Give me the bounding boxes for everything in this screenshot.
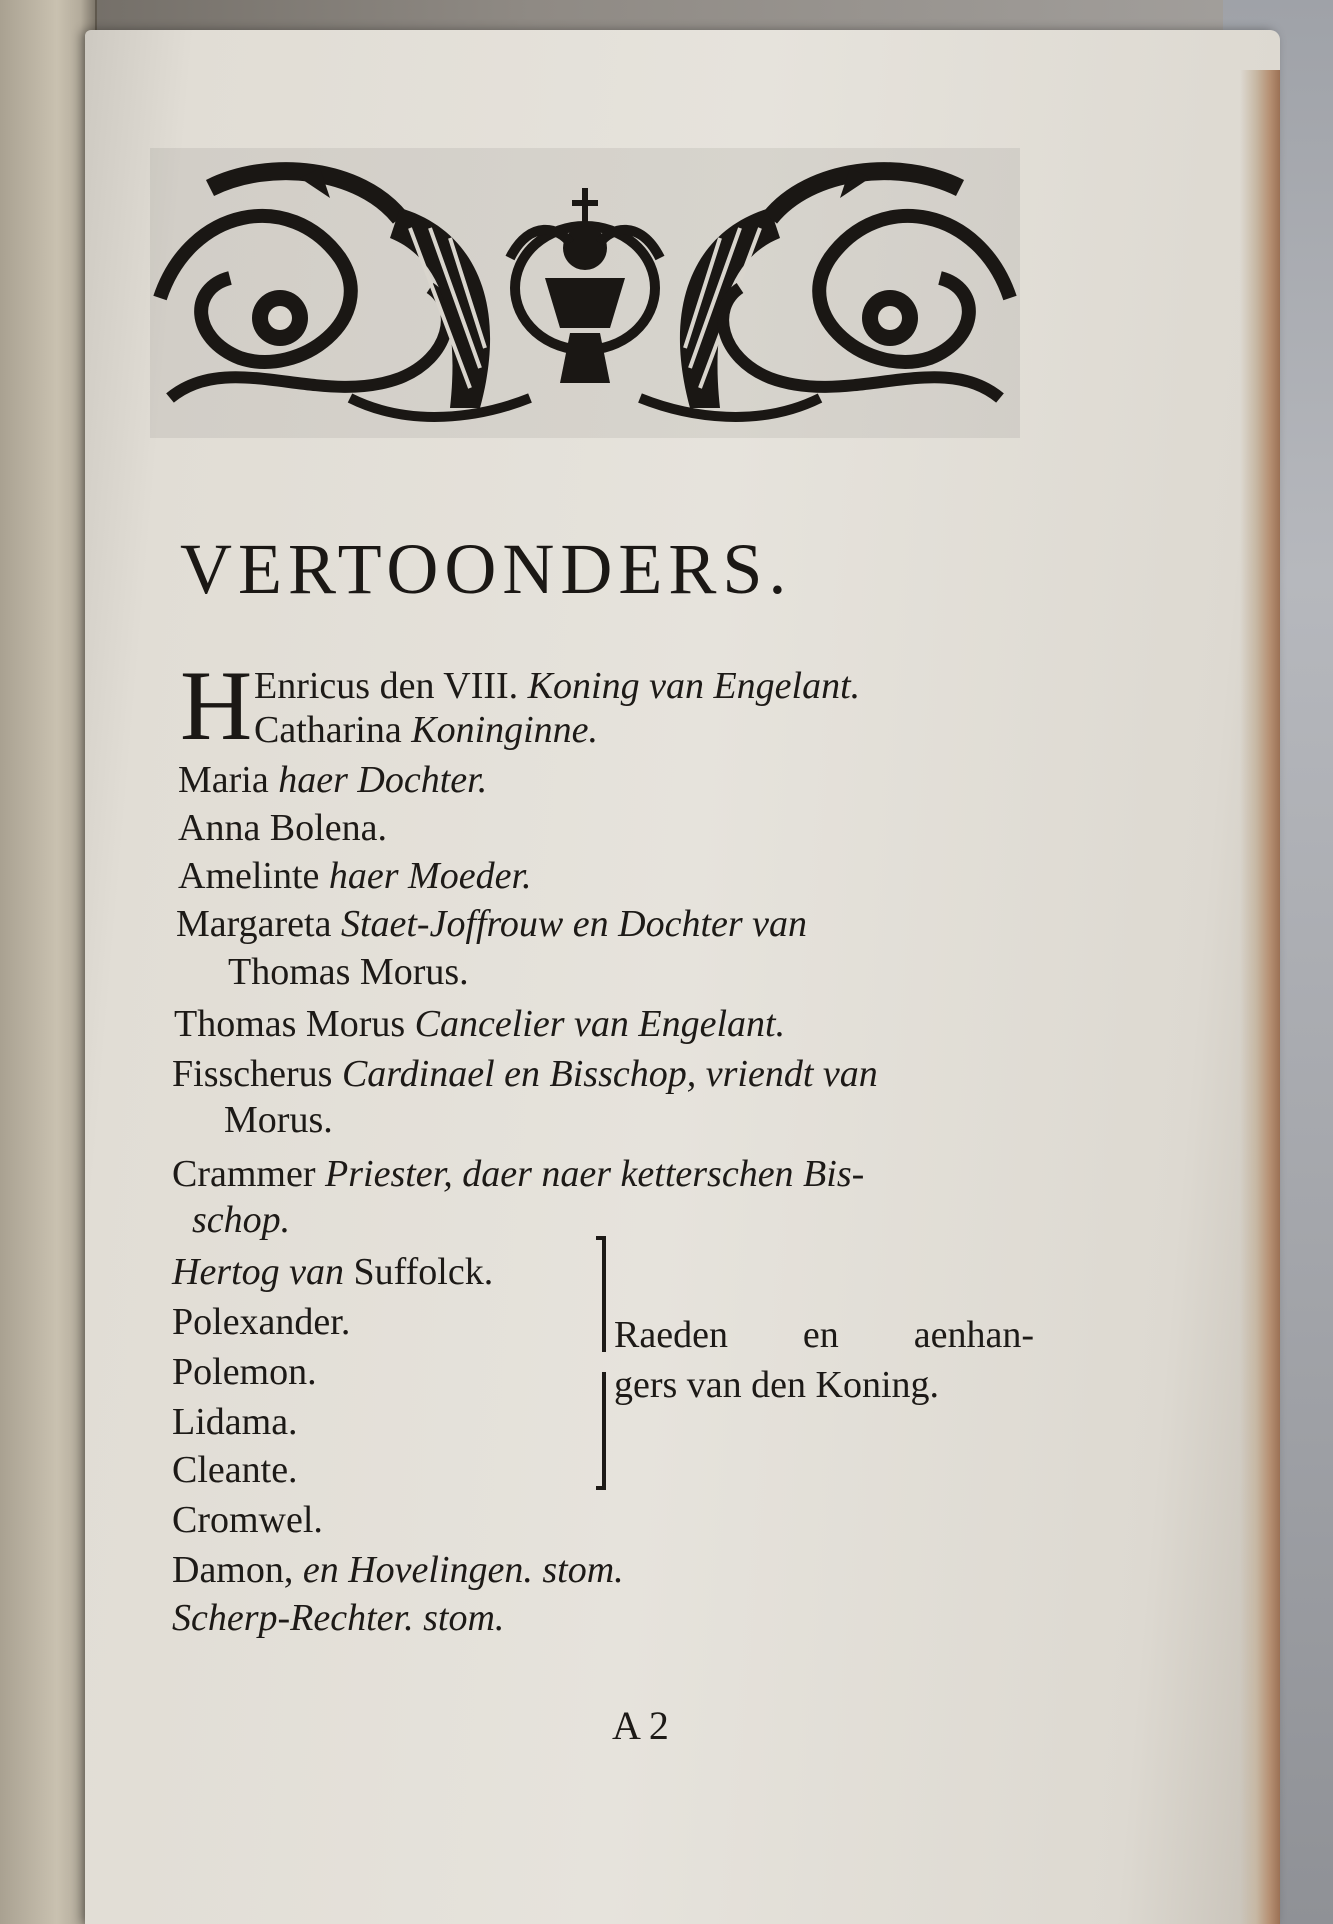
list-item: Crammer Priester, daer naer ketterschen Bis- bbox=[172, 1153, 865, 1195]
page-title: VERTOONDERS. bbox=[180, 529, 793, 609]
drop-capital: H bbox=[180, 650, 253, 761]
list-item: Thomas Morus Cancelier van Engelant. bbox=[174, 1003, 786, 1045]
list-item: Enricus den VIII. Koning van Engelant. bbox=[254, 665, 861, 707]
list-item: Polemon. bbox=[172, 1351, 317, 1393]
list-item-continuation: schop. bbox=[192, 1199, 291, 1241]
grouping-bracket bbox=[590, 1232, 612, 1494]
page-foxed-edge bbox=[1240, 70, 1280, 1924]
list-item: Scherp-Rechter. stom. bbox=[172, 1597, 505, 1639]
list-item-continuation: Thomas Morus. bbox=[228, 951, 469, 993]
signature-mark bbox=[612, 1702, 669, 1749]
list-item: Damon, en Hovelingen. stom. bbox=[172, 1549, 624, 1591]
list-item: Margareta Staet-Joffrouw en Dochter van bbox=[176, 903, 808, 945]
grouped-note bbox=[614, 1310, 1034, 1410]
list-item: Polexander. bbox=[172, 1301, 351, 1343]
left-page-edge bbox=[0, 0, 97, 1924]
list-item: Anna Bolena. bbox=[178, 807, 387, 849]
grouped-note-line-1: Raeden en aenhan- bbox=[614, 1314, 1034, 1356]
woodcut-headpiece-ornament bbox=[150, 148, 1020, 438]
list-item: Maria haer Dochter. bbox=[178, 759, 488, 801]
list-item-continuation: Morus. bbox=[224, 1099, 333, 1141]
list-item: Cleante. bbox=[172, 1449, 298, 1491]
grouped-note-line-2: gers van den Koning. bbox=[614, 1364, 940, 1406]
list-item: Fisscherus Cardinael en Bisschop, vriendt van bbox=[172, 1053, 878, 1095]
list-item: Cromwel. bbox=[172, 1499, 323, 1541]
list-item: Hertog van Suffolck. bbox=[172, 1251, 494, 1293]
dramatis-personae-list bbox=[172, 650, 1032, 1650]
list-item: Amelinte haer Moeder. bbox=[178, 855, 532, 897]
signature-letter: A bbox=[612, 1703, 641, 1748]
list-item: Catharina Koninginne. bbox=[254, 709, 599, 751]
list-item: Lidama. bbox=[172, 1401, 298, 1443]
signature-number: 2 bbox=[648, 1703, 669, 1748]
